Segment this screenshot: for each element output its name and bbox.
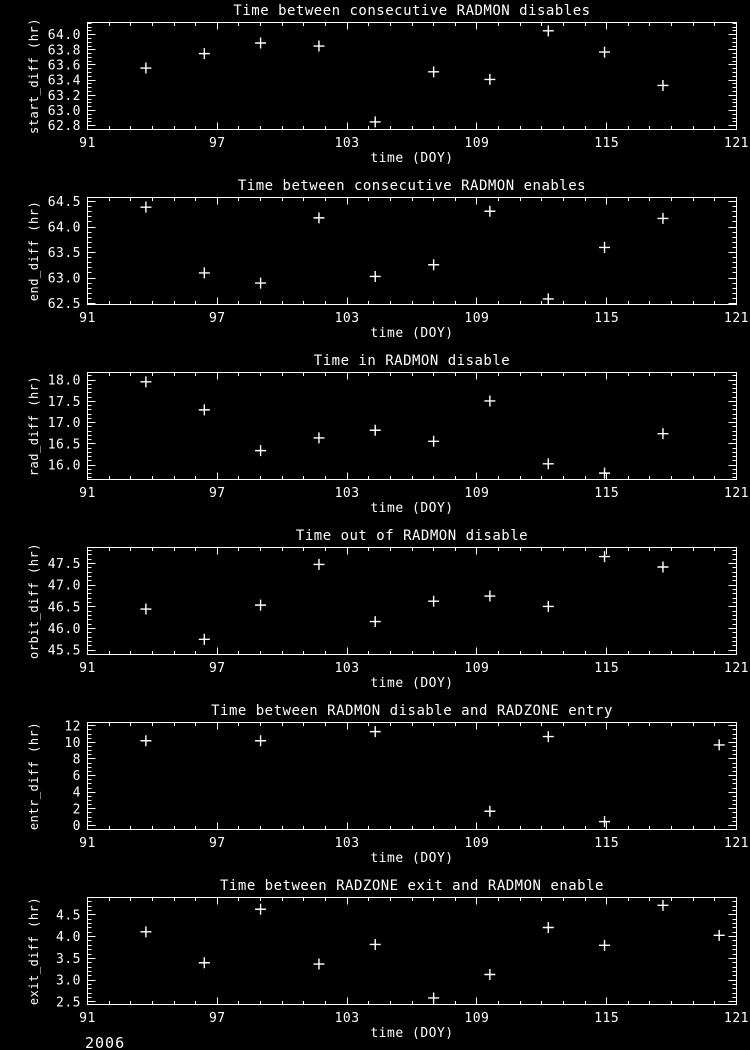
x-tick-label: 103	[334, 836, 360, 851]
data-point	[140, 376, 151, 387]
y-axis-label: start_diff (hr)	[27, 18, 41, 134]
x-tick-label: 109	[464, 1011, 490, 1026]
panel-title: Time between consecutive RADMON enables	[237, 178, 587, 194]
y-tick-label: 4.5	[56, 908, 81, 924]
data-point	[140, 63, 151, 74]
x-tick-label: 97	[208, 661, 226, 676]
data-point	[657, 561, 668, 572]
data-point	[255, 278, 266, 289]
year-label: 2006	[85, 1034, 126, 1050]
data-point	[599, 816, 610, 827]
x-tick-label: 115	[594, 311, 620, 326]
data-point	[199, 634, 210, 645]
x-axis-label: time (DOY)	[370, 676, 454, 691]
data-point	[313, 41, 324, 52]
data-point	[428, 596, 439, 607]
y-tick-label: 17.0	[47, 416, 81, 432]
plot-frame	[88, 548, 737, 655]
x-tick-label: 91	[79, 136, 96, 151]
y-tick-label: 63.8	[47, 43, 81, 59]
y-tick-label: 45.5	[47, 643, 81, 659]
y-tick-label: 12	[64, 719, 81, 735]
x-tick-label: 97	[208, 486, 226, 501]
data-point	[199, 267, 210, 278]
data-point	[428, 259, 439, 270]
plot-svg-2	[0, 175, 750, 350]
y-axis-label: exit_diff (hr)	[27, 896, 41, 1006]
panel-2	[0, 175, 750, 350]
plot-svg-3	[0, 350, 750, 525]
data-point	[199, 48, 210, 59]
y-tick-label: 18.0	[47, 373, 81, 389]
data-point	[370, 726, 381, 737]
x-tick-label: 97	[208, 136, 226, 151]
panel-title: Time between RADZONE exit and RADMON enable	[220, 878, 604, 894]
y-tick-label: 10	[64, 735, 81, 751]
plot-frame	[88, 198, 737, 305]
data-point	[484, 806, 495, 817]
y-tick-label: 46.0	[47, 622, 81, 638]
plot-frame	[88, 23, 737, 130]
data-point	[543, 25, 554, 36]
panel-title: Time out of RADMON disable	[295, 528, 529, 544]
data-point	[313, 212, 324, 223]
data-point	[370, 939, 381, 950]
panel-6	[0, 875, 750, 1050]
data-point	[199, 957, 210, 968]
y-tick-label: 47.5	[47, 557, 81, 573]
x-tick-label: 121	[724, 1011, 749, 1026]
data-point	[370, 616, 381, 627]
panel-title: Time between RADMON disable and RADZONE entry	[211, 703, 613, 719]
panel-1	[0, 0, 750, 175]
data-point	[140, 926, 151, 937]
data-point	[714, 930, 725, 941]
y-tick-label: 63.0	[47, 104, 81, 120]
y-tick-label: 4	[72, 785, 81, 801]
data-point	[370, 271, 381, 282]
data-point	[543, 601, 554, 612]
x-tick-label: 91	[79, 1011, 96, 1026]
x-tick-label: 109	[464, 486, 490, 501]
y-tick-label: 47.0	[47, 578, 81, 594]
y-tick-label: 8	[72, 752, 81, 768]
y-tick-label: 2	[72, 802, 81, 818]
data-point	[543, 293, 554, 304]
x-tick-label: 115	[594, 836, 620, 851]
x-tick-label: 103	[334, 1011, 360, 1026]
data-point	[313, 432, 324, 443]
x-tick-label: 109	[464, 836, 490, 851]
y-tick-label: 16.0	[47, 458, 81, 474]
y-tick-label: 17.5	[47, 394, 81, 410]
y-tick-label: 0	[72, 818, 81, 834]
x-axis-label: time (DOY)	[370, 151, 454, 166]
data-point	[484, 591, 495, 602]
data-point	[484, 206, 495, 217]
y-tick-label: 4.0	[56, 930, 81, 946]
data-point	[140, 202, 151, 213]
x-tick-label: 109	[464, 136, 490, 151]
y-tick-label: 46.5	[47, 600, 81, 616]
x-tick-label: 103	[334, 311, 360, 326]
plot-svg-4	[0, 525, 750, 700]
x-tick-label: 91	[79, 311, 96, 326]
data-point	[255, 735, 266, 746]
y-axis-label: rad_diff (hr)	[27, 375, 41, 477]
data-point	[255, 37, 266, 48]
x-axis-label: time (DOY)	[370, 501, 454, 516]
data-point	[313, 959, 324, 970]
y-tick-label: 16.5	[47, 437, 81, 453]
data-point	[599, 47, 610, 58]
data-point	[543, 922, 554, 933]
y-tick-label: 63.6	[47, 58, 81, 74]
y-tick-label: 64.0	[47, 220, 81, 236]
x-tick-label: 103	[334, 486, 360, 501]
x-tick-label: 97	[208, 836, 226, 851]
data-point	[543, 458, 554, 469]
data-point	[484, 395, 495, 406]
data-point	[428, 992, 439, 1003]
plot-frame	[88, 898, 737, 1005]
x-tick-label: 109	[464, 311, 490, 326]
x-tick-label: 109	[464, 661, 490, 676]
y-tick-label: 63.0	[47, 271, 81, 287]
data-point	[428, 66, 439, 77]
y-tick-label: 62.5	[47, 296, 81, 312]
data-point	[599, 940, 610, 951]
x-tick-label: 97	[208, 1011, 226, 1026]
data-point	[140, 604, 151, 615]
data-point	[199, 404, 210, 415]
y-tick-label: 3.5	[56, 951, 81, 967]
data-point	[255, 600, 266, 611]
x-tick-label: 115	[594, 1011, 620, 1026]
y-tick-label: 63.2	[47, 88, 81, 104]
data-point	[140, 735, 151, 746]
data-point	[370, 425, 381, 436]
plot-frame	[88, 373, 737, 480]
x-tick-label: 121	[724, 661, 749, 676]
data-point	[657, 80, 668, 91]
x-tick-label: 91	[79, 661, 96, 676]
y-axis-label: entr_diff (hr)	[27, 721, 41, 831]
y-tick-label: 63.4	[47, 73, 81, 89]
data-point	[484, 74, 495, 85]
y-tick-label: 64.5	[47, 195, 81, 211]
y-tick-label: 6	[72, 769, 81, 785]
x-axis-label: time (DOY)	[370, 1026, 454, 1041]
data-point	[484, 969, 495, 980]
data-point	[599, 551, 610, 562]
panel-3	[0, 350, 750, 525]
x-tick-label: 115	[594, 486, 620, 501]
plot-svg-1	[0, 0, 750, 175]
data-point	[657, 213, 668, 224]
data-point	[543, 731, 554, 742]
x-tick-label: 115	[594, 136, 620, 151]
y-tick-label: 64.0	[47, 28, 81, 44]
panel-title: Time in RADMON disable	[313, 353, 511, 369]
data-point	[599, 468, 610, 479]
y-axis-label: end_diff (hr)	[27, 200, 41, 302]
x-tick-label: 115	[594, 661, 620, 676]
y-tick-label: 2.5	[56, 995, 81, 1011]
data-point	[714, 739, 725, 750]
x-tick-label: 121	[724, 136, 749, 151]
x-tick-label: 121	[724, 311, 749, 326]
x-tick-label: 103	[334, 661, 360, 676]
x-axis-label: time (DOY)	[370, 851, 454, 866]
x-tick-label: 121	[724, 836, 749, 851]
y-tick-label: 63.5	[47, 246, 81, 262]
data-point	[313, 559, 324, 570]
data-point	[255, 445, 266, 456]
x-tick-label: 103	[334, 136, 360, 151]
data-point	[657, 900, 668, 911]
panel-4	[0, 525, 750, 700]
x-tick-label: 97	[208, 311, 226, 326]
y-tick-label: 3.0	[56, 973, 81, 989]
panel-title: Time between consecutive RADMON disables	[233, 3, 591, 19]
plot-svg-5	[0, 700, 750, 875]
x-tick-label: 121	[724, 486, 749, 501]
data-point	[657, 428, 668, 439]
x-tick-label: 91	[79, 486, 96, 501]
panel-5	[0, 700, 750, 875]
x-tick-label: 91	[79, 836, 96, 851]
plot-svg-6	[0, 875, 750, 1050]
plot-frame	[88, 723, 737, 830]
data-point	[428, 436, 439, 447]
data-point	[255, 904, 266, 915]
y-axis-label: orbit_diff (hr)	[27, 543, 41, 659]
x-axis-label: time (DOY)	[370, 326, 454, 341]
y-tick-label: 62.8	[47, 119, 81, 135]
data-point	[370, 116, 381, 127]
data-point	[599, 242, 610, 253]
